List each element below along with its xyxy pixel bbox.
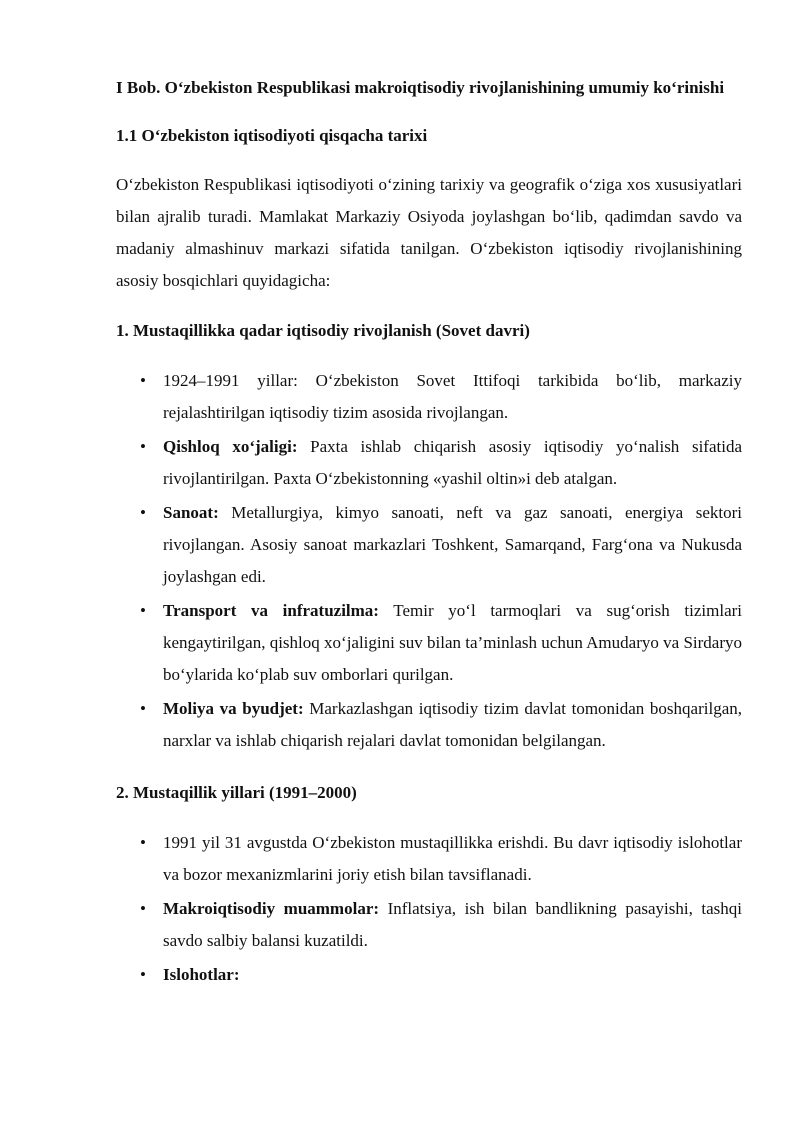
list-item: • 1924–1991 yillar: O‘zbekiston Sovet Ittifoqi tarkibida bo‘lib, markaziy rejalashtirilgan iqtisodiy tizim asosida rivojlangan. — [116, 365, 742, 429]
bullet-icon: • — [140, 833, 146, 852]
stage2-heading: 2. Mustaqillik yillari (1991–2000) — [116, 783, 357, 802]
intro-paragraph: O‘zbekiston Respublikasi iqtisodiyoti o‘zining tarixiy va geografik o‘ziga xos xususiyatlari bilan ajralib turadi. Mamlakat Markaziy Osiyoda joylashgan bo‘lib, qadimdan savdo va madaniy almashinuv markazi sifatida tanilgan. O‘zbekiston iqtisodiy rivojlanishining asosiy bosqichlari quyidagicha: — [116, 175, 742, 290]
list-item: • Moliya va byudjet: Markazlashgan iqtisodiy tizim davlat tomonidan boshqarilgan, narxlar va ishlab chiqarish rejalari davlat tomonidan belgilangan. — [116, 693, 742, 757]
bullet-icon: • — [140, 503, 146, 522]
list-item: • Makroiqtisodiy muammolar: Inflatsiya, ish bilan bandlikning pasayishi, tashqi savdo salbiy balansi kuzatildi. — [116, 893, 742, 957]
list-item: • 1991 yil 31 avgustda O‘zbekiston mustaqillikka erishdi. Bu davr iqtisodiy islohotlar va bozor mexanizmlarini joriy etish bilan tavsiflanadi. — [116, 827, 742, 891]
bullet-icon: • — [140, 601, 146, 620]
list-item: • Qishloq xo‘jaligi: Paxta ishlab chiqarish asosiy iqtisodiy yo‘nalish sifatida rivojlantirilgan. Paxta O‘zbekistonning «yashil oltin»i deb atalgan. — [116, 431, 742, 495]
stage2-list — [116, 827, 742, 991]
bullet-icon: • — [140, 371, 146, 390]
chapter-title: I Bob. O‘zbekiston Respublikasi makroiqtisodiy rivojlanishining umumiy ko‘rinishi — [116, 78, 725, 97]
bullet-icon: • — [140, 965, 146, 984]
stage1-heading: 1. Mustaqillikka qadar iqtisodiy rivojlanish (Sovet davri) — [116, 321, 530, 340]
stage1-list — [116, 365, 742, 757]
bullet-icon: • — [140, 437, 146, 456]
bullet-icon: • — [140, 699, 146, 718]
list-item: • Sanoat: Metallurgiya, kimyo sanoati, neft va gaz sanoati, energiya sektori rivojlangan. Asosiy sanoat markazlari Toshkent, Samarqand, Farg‘ona va Nukusda joylashgan edi. — [116, 497, 742, 593]
list-item: • Transport va infratuzilma: Temir yo‘l tarmoqlari va sug‘orish tizimlari kengaytirilgan, qishloq xo‘jaligini suv bilan ta’minlash uchun Amudaryo va Sirdaryo bo‘ylarida ko‘plab suv omborlari qurilgan. — [116, 595, 742, 691]
section-title: 1.1 O‘zbekiston iqtisodiyoti qisqacha tarixi — [116, 126, 428, 145]
bullet-icon: • — [140, 899, 146, 918]
list-item: • Islohotlar: — [116, 959, 742, 991]
